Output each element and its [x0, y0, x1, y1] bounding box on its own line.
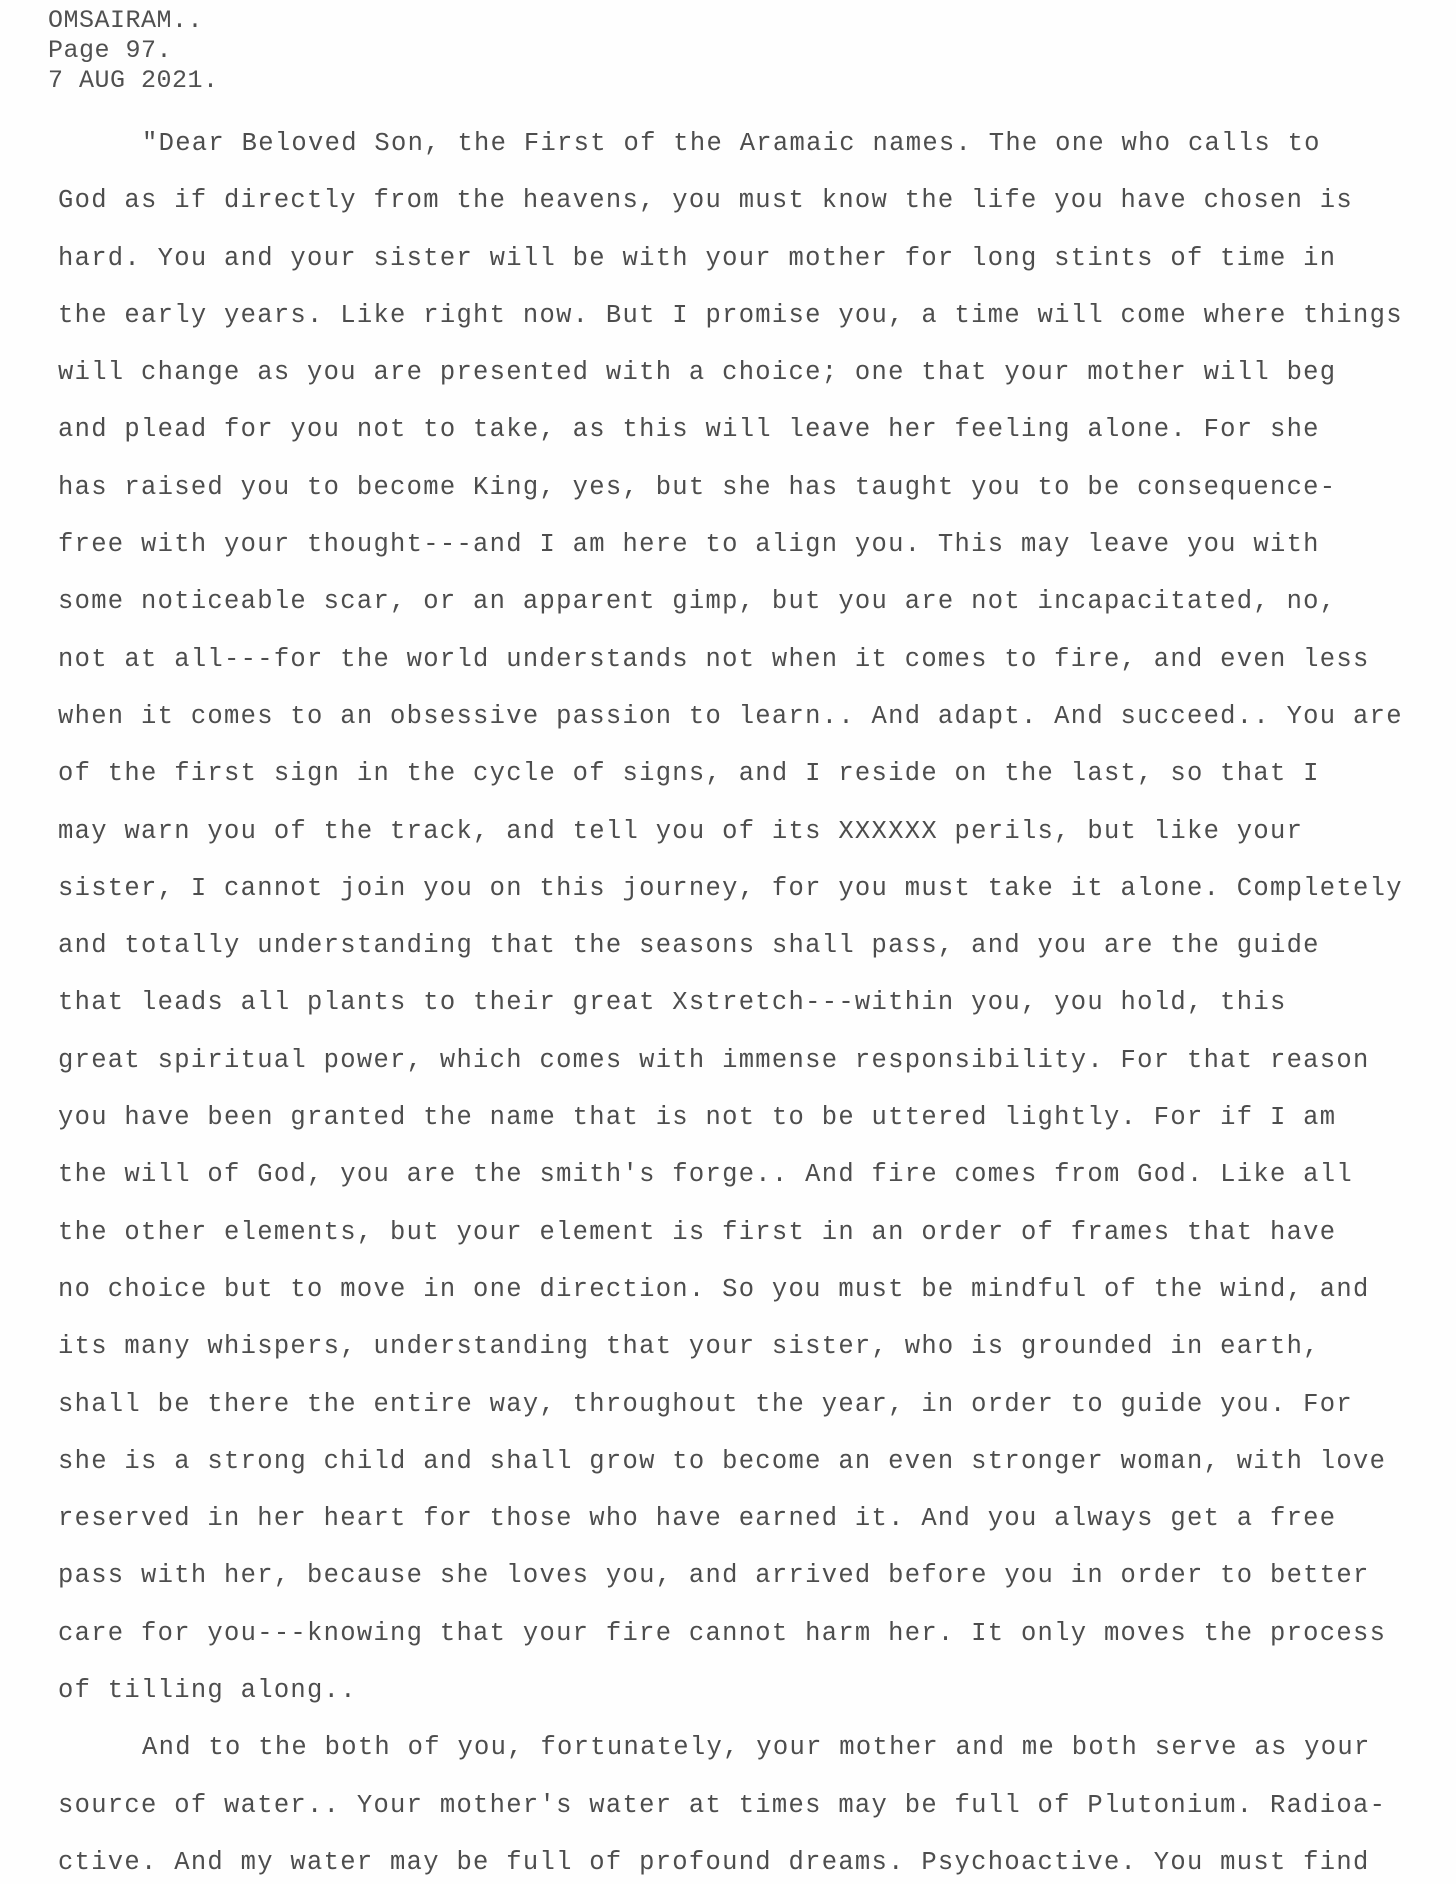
text-line: the will of God, you are the smith's forge.. And fire comes from God. Like all: [58, 1160, 1353, 1190]
header-date: 7 AUG 2021.: [48, 66, 219, 95]
text-line: care for you---knowing that your fire cannot harm her. It only moves the process: [58, 1618, 1387, 1648]
text-line: may warn you of the track, and tell you of its XXXXXX perils, but like your: [58, 816, 1304, 846]
text-line: and plead for you not to take, as this will leave her feeling alone. For she: [58, 415, 1320, 445]
text-line: of tilling along..: [58, 1676, 357, 1706]
header-page-number: Page 97.: [48, 36, 173, 65]
text-line: some noticeable scar, or an apparent gimp, but you are not incapacitated, no,: [58, 587, 1337, 617]
text-line: she is a strong child and shall grow to become an even stronger woman, with love: [58, 1446, 1387, 1476]
text-line: God as if directly from the heavens, you must know the life you have chosen is: [58, 186, 1353, 216]
text-line: the other elements, but your element is first in an order of frames that have: [58, 1217, 1337, 1247]
text-line: you have been granted the name that is not to be uttered lightly. For if I am: [58, 1103, 1337, 1133]
text-line: source of water.. Your mother's water at times may be full of Plutonium. Radioa-: [58, 1790, 1387, 1820]
text-line: hard. You and your sister will be with your mother for long stints of time in: [58, 243, 1337, 273]
text-line: the early years. Like right now. But I promise you, a time will come where things: [58, 300, 1403, 330]
text-line: "Dear Beloved Son, the First of the Aramaic names. The one who calls to: [142, 129, 1321, 158]
text-line: that leads all plants to their great Xstretch---within you, you hold, this: [58, 988, 1287, 1018]
text-line: free with your thought---and I am here to align you. This may leave you with: [58, 530, 1320, 560]
text-line: ctive. And my water may be full of profound dreams. Psychoactive. You must find: [58, 1847, 1370, 1877]
text-line: sister, I cannot join you on this journey, for you must take it alone. Completely: [58, 873, 1403, 903]
text-line: no choice but to move in one direction. So you must be mindful of the wind, and: [58, 1274, 1370, 1304]
text-line: And to the both of you, fortunately, your mother and me both serve as your: [142, 1733, 1371, 1763]
text-line: pass with her, because she loves you, and arrived before you in order to better: [58, 1561, 1370, 1591]
text-line: of the first sign in the cycle of signs, and I reside on the last, so that I: [58, 759, 1320, 789]
text-line: when it comes to an obsessive passion to learn.. And adapt. And succeed.. You are: [58, 701, 1403, 731]
text-line: not at all---for the world understands not when it comes to fire, and even less: [58, 644, 1370, 674]
header-salutation: OMSAIRAM..: [48, 6, 204, 35]
text-line: its many whispers, understanding that your sister, who is grounded in earth,: [58, 1332, 1320, 1362]
page-header: [48, 6, 219, 96]
text-line: will change as you are presented with a choice; one that your mother will beg: [58, 358, 1337, 388]
text-line: great spiritual power, which comes with immense responsibility. For that reason: [58, 1045, 1370, 1075]
text-line: shall be there the entire way, throughout the year, in order to guide you. For: [58, 1389, 1353, 1419]
letter-body: [58, 124, 1448, 1900]
text-line: has raised you to become King, yes, but she has taught you to be consequence-: [58, 472, 1337, 502]
text-line: reserved in her heart for those who have earned it. And you always get a free: [58, 1504, 1337, 1534]
text-line: and totally understanding that the seasons shall pass, and you are the guide: [58, 931, 1320, 961]
